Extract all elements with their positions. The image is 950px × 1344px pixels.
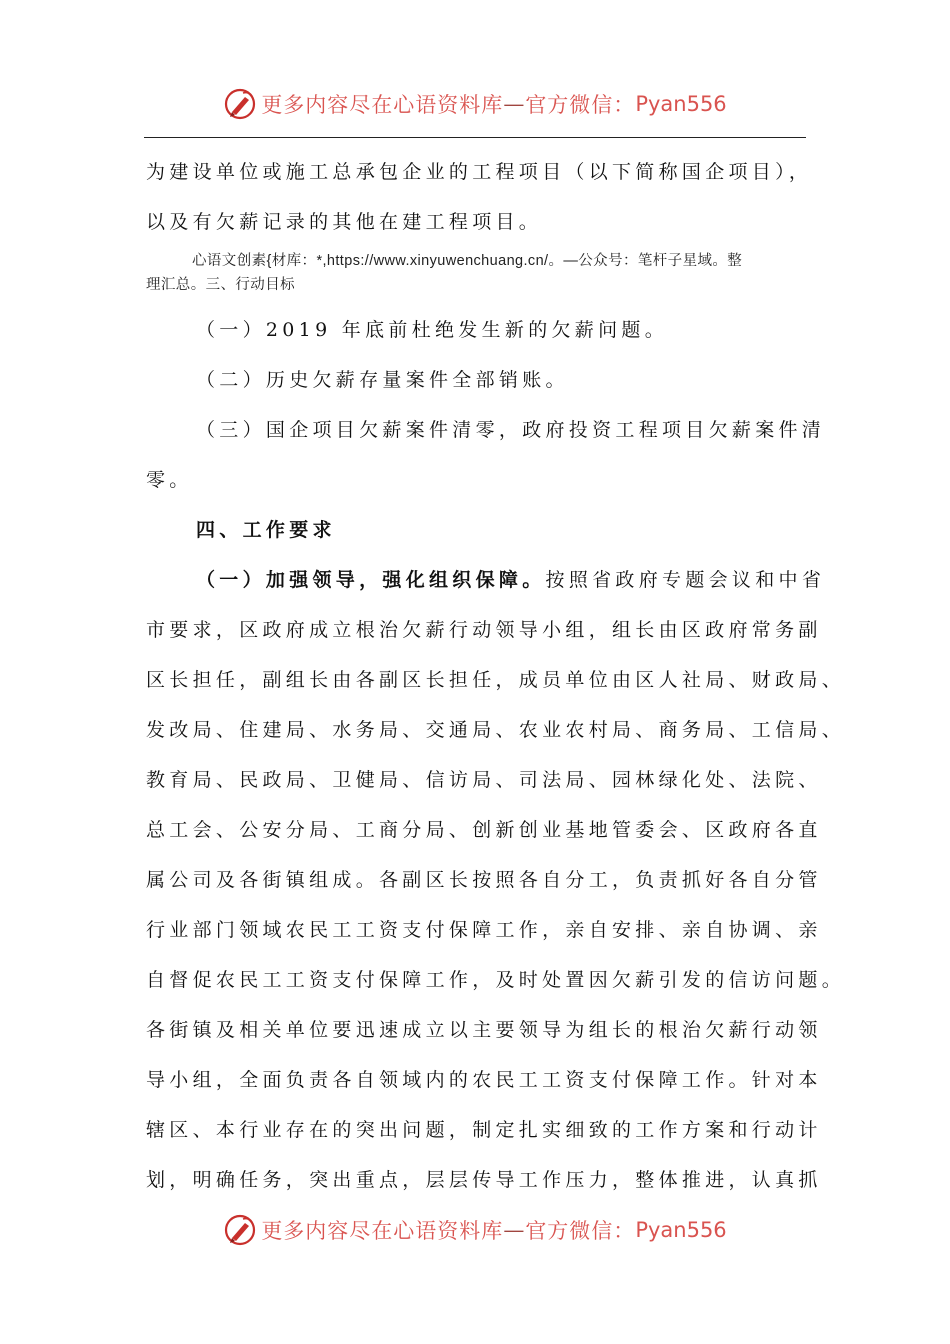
goal-item: （一）2019 年底前杜绝发生新的欠薪问题。 [196, 319, 668, 341]
paragraph-line: 市要求，区政府成立根治欠薪行动领导小组，组长由区政府常务副 [146, 619, 822, 641]
banner-main-text: 更多内容尽在心语资料库 [261, 93, 504, 117]
banner-wechat-label: 官方微信： [525, 93, 636, 117]
paragraph-line: 属公司及各街镇组成。各副区长按照各自分工，负责抓好各自分管 [146, 869, 822, 891]
source-note [146, 249, 826, 297]
paragraph-line: 行业部门领域农民工工资支付保障工作，亲自安排、亲自协调、亲 [146, 919, 822, 941]
banner-separator: — [503, 92, 526, 116]
banner-wechat-id: Pyan556 [635, 1218, 727, 1242]
paragraph-line: 各街镇及相关单位要迅速成立以主要领导为组长的根治欠薪行动领 [146, 1019, 822, 1041]
paragraph-line [146, 555, 826, 605]
requirement-text: 按照省政府专题会议和中省 [545, 569, 826, 591]
banner-separator: — [503, 1218, 526, 1242]
banner-wechat-id: Pyan556 [635, 92, 727, 116]
paragraph-line: 总工会、公安分局、工商分局、创新创业基地管委会、区政府各直 [146, 819, 822, 841]
paragraph-line: 区长担任，副组长由各副区长担任，成员单位由区人社局、财政局、 [146, 669, 846, 691]
section-heading: 四、工作要求 [196, 519, 336, 541]
source-note-line: 心语文创素{材库：*,https://www.xinyuwenchuang.cn/。—公众号：笔杆子星域。整 [192, 253, 743, 269]
paragraph-line: 为建设单位或施工总承包企业的工程项目（以下简称国企项目）， [146, 161, 813, 183]
pen-logo-icon [223, 87, 257, 121]
document-body [146, 150, 846, 1205]
paragraph-line: 划，明确任务，突出重点，层层传导工作压力，整体推进，认真抓 [146, 1169, 822, 1191]
footer-banner [0, 1208, 950, 1252]
requirement-heading: （一）加强领导，强化组织保障。 [196, 569, 546, 591]
header-divider [144, 137, 806, 138]
header-banner [0, 82, 950, 126]
goal-item: （二）历史欠薪存量案件全部销账。 [196, 369, 569, 391]
banner-wechat-label: 官方微信： [525, 1219, 636, 1243]
paragraph-line: 导小组，全面负责各自领域内的农民工工资支付保障工作。针对本 [146, 1069, 822, 1091]
paragraph-line: 辖区、本行业存在的突出问题，制定扎实细致的工作方案和行动计 [146, 1119, 822, 1141]
paragraph-line: 自督促农民工工资支付保障工作，及时处置因欠薪引发的信访问题。 [146, 969, 846, 991]
paragraph-line: 发改局、住建局、水务局、交通局、农业农村局、商务局、工信局、 [146, 719, 846, 741]
goal-item: （三）国企项目欠薪案件清零，政府投资工程项目欠薪案件清 [196, 419, 826, 441]
paragraph-line: 以及有欠薪记录的其他在建工程项目。 [146, 211, 543, 233]
goal-item-continuation: 零。 [146, 469, 193, 491]
pen-logo-icon [223, 1213, 257, 1247]
paragraph-line: 教育局、民政局、卫健局、信访局、司法局、园林绿化处、法院、 [146, 769, 822, 791]
banner-main-text: 更多内容尽在心语资料库 [261, 1219, 504, 1243]
source-note-line: 理汇总。三、行动目标 [146, 277, 295, 293]
